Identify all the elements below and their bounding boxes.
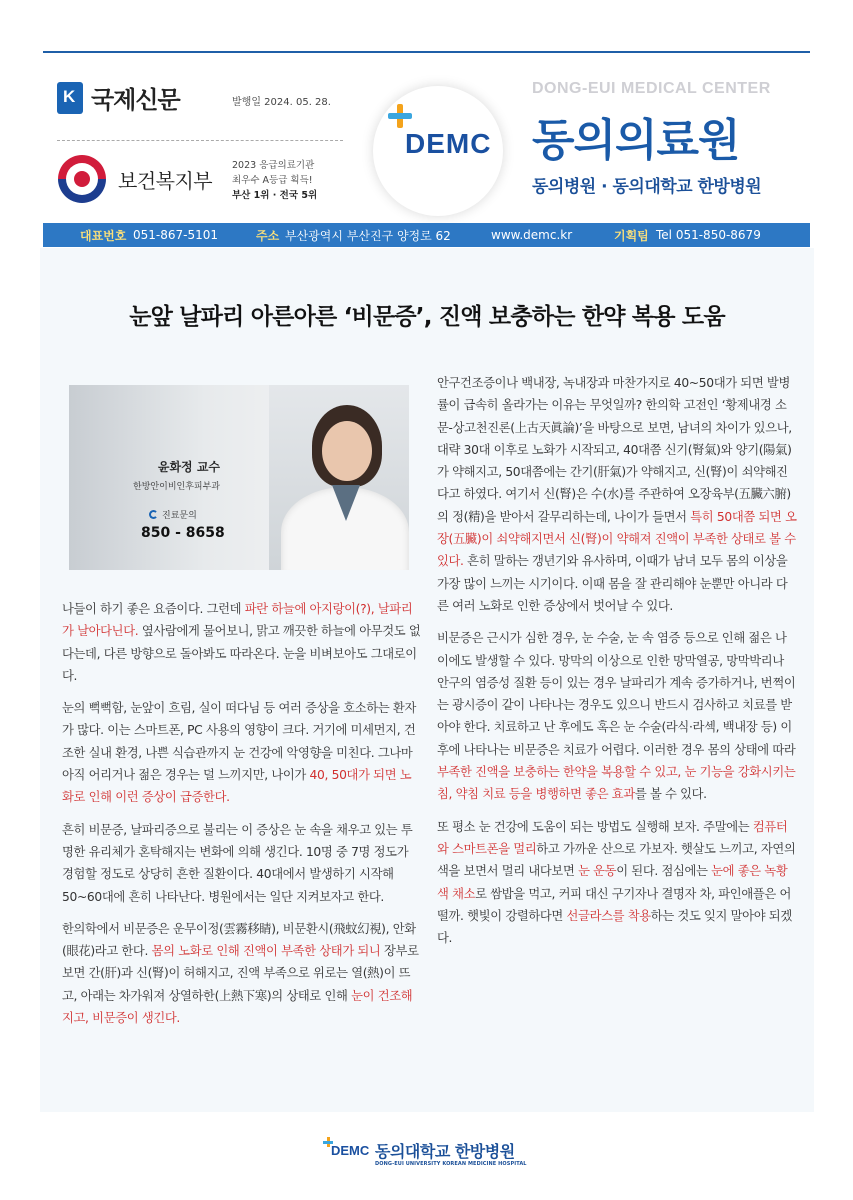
contact-label bbox=[149, 508, 197, 521]
center-subtitle: 동의병원 · 동의대학교 한방병원 bbox=[532, 177, 762, 197]
planning-team-tel: Tel 051-850-8679 bbox=[656, 228, 761, 242]
kookje-newspaper-logo bbox=[57, 80, 180, 115]
paragraph: 나들이 하기 좋은 요즘이다. 그런데 파란 하늘에 아지랑이(?), 날파리가 날아다닌다. 옆사람에게 물어보니, 맑고 깨끗한 하늘에 아무것도 없다는데, 다른 방향으로 돌아봐도 따라온다. 눈을 비벼보아도 그대로이다. bbox=[62, 602, 421, 683]
center-korean-name: 동의의료원 bbox=[532, 115, 740, 166]
award-line-1: 2023 응급의료기관 bbox=[232, 160, 315, 171]
k-logo-icon bbox=[57, 82, 83, 114]
address-label: 주소 bbox=[256, 228, 280, 243]
address: 부산광역시 부산진구 양정로 62 bbox=[285, 228, 451, 243]
award-notice bbox=[232, 158, 317, 203]
paragraph: 눈의 뻑뻑함, 눈앞이 흐림, 실이 떠다님 등 여러 증상을 호소하는 환자가 많다. 이는 스마트폰, PC 사용의 영향이 크다. 거기에 미세먼지, 건조한 실내 환경, 나쁜 식습관까지 눈 건강에 악영향을 미친다. 그나마 아직 어리거나 젊은 경우는 덜 느끼지만, 나이가 40, 50대가 되면 노화로 인해 이런 증상이 급증한다. bbox=[62, 701, 416, 805]
contact-label-text: 진료문의 bbox=[162, 511, 197, 521]
award-line-3: 부산 1위 · 전국 5위 bbox=[232, 190, 318, 201]
phone-icon bbox=[149, 510, 158, 519]
footer-hospital-name: 동의대학교 한방병원 bbox=[375, 1142, 515, 1161]
website: www.demc.kr bbox=[491, 228, 573, 242]
contact-number: 850 - 8658 bbox=[141, 525, 225, 541]
paragraph: 안구건조증이나 백내장, 녹내장과 마찬가지로 40~50대가 되면 발병률이 급속히 올라가는 이유는 무엇일까? 한의학 고전인 ‘황제내경 소문-상고천진론(上古天眞論)’을 바탕으로 보면, 남녀의 차이가 있으나, 대략 30대 이후로 노화가 시작되고, 40대쯤 신기(腎氣)와 양기(陽氣)가 약해지고, 50대쯤에는 간기(肝氣)가 약해지고, 신(腎)이 쇠약해진다고 하였다. 여기서 신(腎)은 수(水)를 주관하여 오장육부(五臟六腑)의 정(精)을 받아서 갈무리하는데, 나이가 들면서 특히 50대쯤 되면 오장(五臟)이 쇠약해지면서 신(腎)이 약해져 진액이 부족한 상태로 볼 수 있다. 흔히 말하는 갱년기와 유사하며, 이때가 남녀 모두 몸의 이상을 가장 많이 느끼는 시기이다. 이때 몸을 잘 관리해야 눈뿐만 아니라 다른 여러 노화로 인한 증상에서 벗어날 수 있다. bbox=[437, 376, 797, 613]
award-line-2: 최우수 A등급 획득! bbox=[232, 175, 313, 186]
article-left-column bbox=[62, 598, 422, 1039]
planning-team-label: 기획팀 bbox=[614, 228, 649, 243]
footer-demc-text: DEMC bbox=[331, 1143, 370, 1158]
demc-logo-text: DEMC bbox=[405, 128, 492, 159]
medical-cross-icon bbox=[388, 104, 412, 128]
paragraph: 또 평소 눈 건강에 도움이 되는 방법도 실행해 보자. 주말에는 컴퓨터와 스마트폰을 멀리하고 가까운 산으로 가보자. 햇살도 느끼고, 자연의 색을 보면서 멀리 내다보면 눈 운동이 된다. 점심에는 눈에 좋은 녹황색 채소로 쌈밥을 먹고, 커피 대신 구기자나 결명자 차, 파인애플은 어떨까. 햇빛이 강렬하다면 선글라스를 착용하는 것도 잊지 말아야 되겠다. bbox=[437, 819, 796, 946]
ministry-logo bbox=[58, 155, 212, 203]
paragraph: 흔히 비문증, 날파리증으로 불리는 이 증상은 눈 속을 채우고 있는 투명한 유리체가 혼탁해지는 변화에 의해 생긴다. 10명 중 7명 정도가 경험할 정도로 상당히 흔한 질환이다. 40대에서 발생하기 시작해 50~60대에 흔히 나타난다. 병원에서는 일단 지켜보자고 한다. bbox=[62, 822, 413, 904]
rep-number: 051-867-5101 bbox=[133, 228, 219, 242]
article-right-column bbox=[437, 372, 797, 959]
doctor-photo bbox=[69, 385, 409, 570]
footer-hospital-english: DONG-EUI UNIVERSITY KOREAN MEDICINE HOSPITAL bbox=[375, 1161, 527, 1167]
center-english-name: DONG-EUI MEDICAL CENTER bbox=[532, 80, 771, 97]
rep-number-label: 대표번호 bbox=[80, 228, 127, 243]
contact-info-bar bbox=[43, 223, 810, 247]
doctor-name: 윤화정 교수 bbox=[157, 460, 220, 474]
top-rule bbox=[43, 51, 810, 53]
ministry-name: 보건복지부 bbox=[118, 168, 213, 193]
taegeuk-icon bbox=[58, 155, 106, 203]
footer-logo bbox=[323, 1135, 533, 1175]
newspaper-name: 국제신문 bbox=[91, 86, 180, 114]
paragraph: 비문증은 근시가 심한 경우, 눈 수술, 눈 속 염증 등으로 인해 젊은 나이에도 발생할 수 있다. 망막의 이상으로 인한 망막열공, 망막박리나 안구의 염증성 질환 등이 있는 경우 날파리가 계속 증가하거나, 번쩍이는 광시증이 같이 나타나는 경우도 있으니 반드시 검사하고 치료를 받아야 한다. 치료하고 난 후에도 혹은 눈 수술(라식·라섹, 백내장 등) 이후에 나타나는 비문증은 치료가 어렵다. 이러한 경우 몸의 상태에 따라 부족한 진액을 보충하는 한약을 복용할 수 있고, 눈 기능을 강화시키는 침, 약침 치료 등을 병행하면 좋은 효과를 볼 수 있다. bbox=[437, 631, 796, 802]
header-divider bbox=[57, 140, 343, 141]
doctor-department: 한방안이비인후피부과 bbox=[133, 482, 220, 492]
publication-date: 발행일 2024. 05. 28. bbox=[232, 97, 331, 108]
article-headline: 눈앞 날파리 아른아른 ‘비문증’, 진액 보충하는 한약 복용 도움 bbox=[129, 304, 725, 330]
paragraph: 한의학에서 비문증은 운무이정(雲霧移睛), 비문환시(飛蚊幻視), 안화(眼花)라고 한다. 몸의 노화로 인해 진액이 부족한 상태가 되니 장부로 보면 간(肝)과 신(腎)이 허해지고, 진액 부족으로 위로는 열(熱)이 뜨고, 아래는 차가워져 상열하한(上熱下寒)의 상태로 인해 눈이 건조해지고, 비문증이 생긴다. bbox=[62, 921, 419, 1026]
